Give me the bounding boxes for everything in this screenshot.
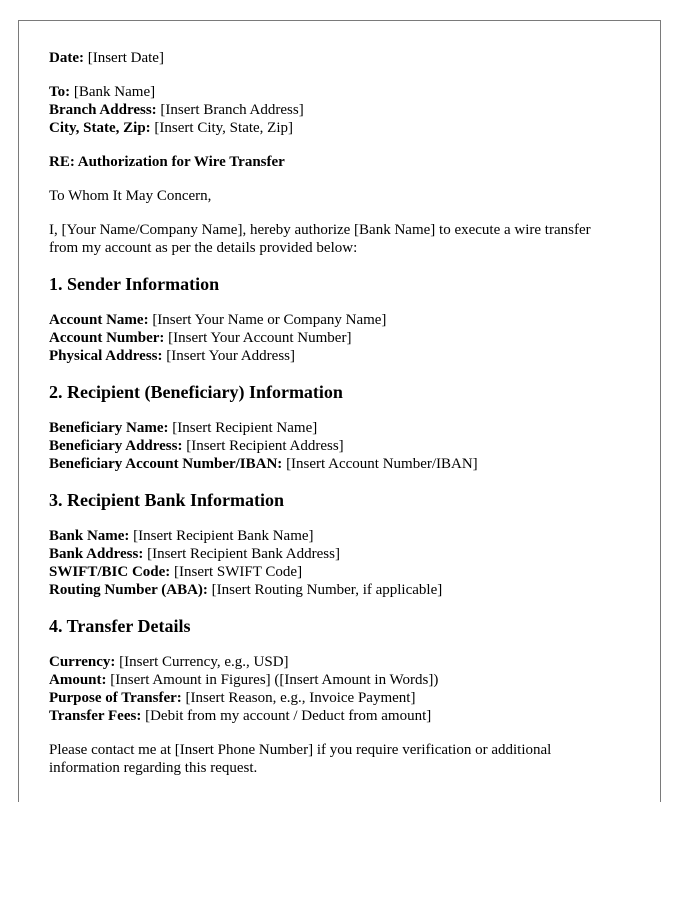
field-row (49, 545, 641, 563)
subject-line: RE: Authorization for Wire Transfer (49, 154, 285, 170)
field-value: [Insert Recipient Bank Address] (147, 546, 340, 562)
section-heading-transfer: 4. Transfer Details (49, 616, 191, 636)
field-value: [Insert Account Number/IBAN] (286, 456, 478, 472)
field-value: [Insert Your Account Number] (168, 330, 352, 346)
field-row (49, 329, 641, 347)
field-row (49, 563, 641, 581)
field-label: Amount: (49, 672, 107, 688)
field-row (49, 347, 641, 365)
date-value: [Insert Date] (87, 50, 164, 66)
section-heading-recipient-bank: 3. Recipient Bank Information (49, 490, 285, 510)
field-value: [Insert Recipient Bank Name] (133, 528, 314, 544)
letter-content (49, 49, 641, 777)
city-value: [Insert City, State, Zip] (154, 120, 294, 136)
field-row (49, 707, 641, 725)
field-label: Bank Name: (49, 528, 130, 544)
field-value: [Insert Your Name or Company Name] (152, 312, 387, 328)
to-label: To: (49, 84, 71, 100)
field-value: [Insert Currency, e.g., USD] (119, 654, 289, 670)
city-label: City, State, Zip: (49, 120, 151, 136)
field-value: [Insert Reason, e.g., Invoice Payment] (185, 690, 416, 706)
closing-line-1: Please contact me at [Insert Phone Number] if you require verification or additional (49, 742, 552, 758)
salutation: To Whom It May Concern, (49, 188, 212, 204)
field-label: Routing Number (ABA): (49, 582, 208, 598)
field-label: Beneficiary Address: (49, 438, 183, 454)
intro-line-2: from my account as per the details provided below: (49, 240, 358, 256)
field-label: Transfer Fees: (49, 708, 142, 724)
field-label: Bank Address: (49, 546, 144, 562)
city-line (49, 119, 641, 137)
field-row (49, 419, 641, 437)
field-value: [Insert SWIFT Code] (174, 564, 303, 580)
field-label: Physical Address: (49, 348, 163, 364)
field-value: [Insert Routing Number, if applicable] (211, 582, 443, 598)
section-heading-recipient: 2. Recipient (Beneficiary) Information (49, 382, 343, 402)
field-label: Beneficiary Name: (49, 420, 169, 436)
field-label: Beneficiary Account Number/IBAN: (49, 456, 283, 472)
field-row (49, 437, 641, 455)
field-value: [Debit from my account / Deduct from amount] (145, 708, 432, 724)
field-row (49, 653, 641, 671)
field-value: [Insert Recipient Name] (172, 420, 318, 436)
field-label: SWIFT/BIC Code: (49, 564, 171, 580)
field-value: [Insert Amount in Figures] ([Insert Amount in Words]) (110, 672, 439, 688)
letter-page (18, 20, 661, 802)
field-row (49, 455, 641, 473)
field-label: Account Number: (49, 330, 165, 346)
to-line (49, 83, 641, 101)
field-row (49, 671, 641, 689)
field-row (49, 581, 641, 599)
field-value: [Insert Your Address] (166, 348, 295, 364)
field-label: Account Name: (49, 312, 149, 328)
branch-line (49, 101, 641, 119)
branch-value: [Insert Branch Address] (160, 102, 304, 118)
date-line (49, 49, 641, 67)
field-row (49, 527, 641, 545)
field-row (49, 689, 641, 707)
to-value: [Bank Name] (73, 84, 156, 100)
field-row (49, 311, 641, 329)
date-label: Date: (49, 50, 84, 66)
closing-line-2: information regarding this request. (49, 760, 258, 776)
field-label: Purpose of Transfer: (49, 690, 182, 706)
section-heading-sender: 1. Sender Information (49, 274, 220, 294)
intro-line-1: I, [Your Name/Company Name], hereby authorize [Bank Name] to execute a wire transfer (49, 222, 591, 238)
field-value: [Insert Recipient Address] (186, 438, 344, 454)
field-label: Currency: (49, 654, 116, 670)
branch-label: Branch Address: (49, 102, 157, 118)
